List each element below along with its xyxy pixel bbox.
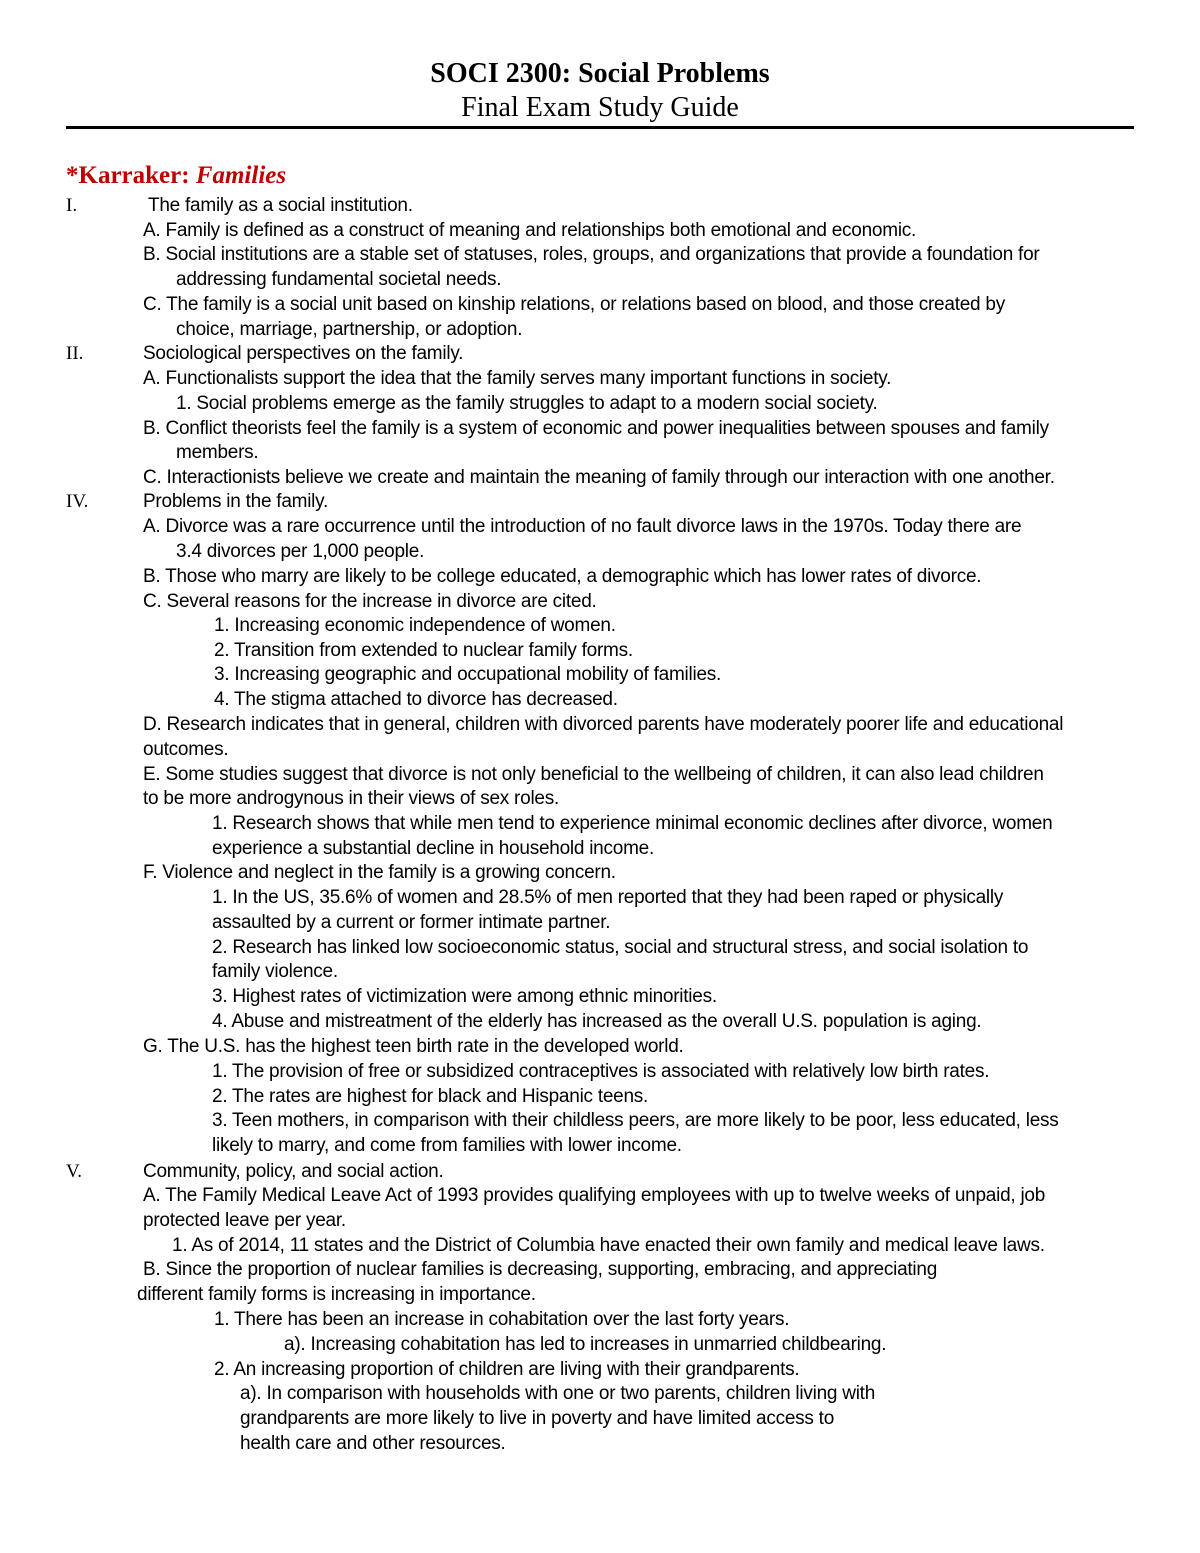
outline-line: 1. There has been an increase in cohabitation over the last forty years. bbox=[214, 1309, 790, 1330]
outline-line: likely to marry, and come from families with lower income. bbox=[212, 1135, 682, 1156]
outline-line: 2. The rates are highest for black and Hispanic teens. bbox=[212, 1086, 649, 1107]
outline-line: E. Some studies suggest that divorce is not only beneficial to the wellbeing of children, it can also lead children bbox=[143, 764, 1044, 785]
outline-line: 3. Increasing geographic and occupational mobility of families. bbox=[214, 664, 722, 685]
outline-line: to be more androgynous in their views of sex roles. bbox=[143, 788, 560, 809]
outline-line: Problems in the family. bbox=[143, 491, 329, 512]
outline-numeral: I. bbox=[66, 195, 78, 216]
outline-numeral: V. bbox=[66, 1161, 83, 1182]
outline-line: C. Interactionists believe we create and maintain the meaning of family through our interaction with one another. bbox=[143, 467, 1055, 488]
outline-line: family violence. bbox=[212, 961, 338, 982]
outline-line: A. Functionalists support the idea that the family serves many important functions in society. bbox=[143, 368, 892, 389]
outline-line: assaulted by a current or former intimate partner. bbox=[212, 912, 611, 933]
outline-line: 1. Research shows that while men tend to experience minimal economic declines after divorce, women bbox=[212, 813, 1053, 834]
outline-line: B. Those who marry are likely to be college educated, a demographic which has lower rates of divorce. bbox=[143, 566, 982, 587]
outline-line: F. Violence and neglect in the family is a growing concern. bbox=[143, 862, 616, 883]
outline-line: 1. As of 2014, 11 states and the District of Columbia have enacted their own family and medical leave laws. bbox=[172, 1235, 1045, 1256]
outline-line: B. Since the proportion of nuclear families is decreasing, supporting, embracing, and appreciating bbox=[143, 1259, 938, 1280]
outline-line: experience a substantial decline in household income. bbox=[212, 838, 654, 859]
outline-line: 1. The provision of free or subsidized contraceptives is associated with relatively low birth rates. bbox=[212, 1061, 990, 1082]
outline-numeral: IV. bbox=[66, 491, 89, 512]
document-subtitle: Final Exam Study Guide bbox=[461, 92, 739, 123]
outline-line: 2. Research has linked low socioeconomic status, social and structural stress, and social isolation to bbox=[212, 937, 1029, 958]
outline-line: A. Divorce was a rare occurrence until the introduction of no fault divorce laws in the 1970s. Today there are bbox=[143, 516, 1022, 537]
outline-line: D. Research indicates that in general, children with divorced parents have moderately poorer life and educational bbox=[143, 714, 1064, 735]
outline-line: 2. An increasing proportion of children are living with their grandparents. bbox=[214, 1359, 800, 1380]
outline-line: 3. Teen mothers, in comparison with their childless peers, are more likely to be poor, less educated, less bbox=[212, 1110, 1059, 1131]
outline-line: 4. Abuse and mistreatment of the elderly has increased as the overall U.S. population is aging. bbox=[212, 1011, 982, 1032]
outline-line: A. Family is defined as a construct of meaning and relationships both emotional and economic. bbox=[143, 220, 917, 241]
outline-line: 1. Social problems emerge as the family struggles to adapt to a modern social society. bbox=[176, 393, 878, 414]
section-heading-topic: Families bbox=[195, 162, 287, 189]
outline-line: a). Increasing cohabitation has led to increases in unmarried childbearing. bbox=[284, 1334, 887, 1355]
outline-line: B. Conflict theorists feel the family is a system of economic and power inequalities between spouses and family bbox=[143, 418, 1049, 439]
outline-line: The family as a social institution. bbox=[148, 195, 413, 216]
outline-line: choice, marriage, partnership, or adoption. bbox=[176, 319, 523, 340]
outline-line: A. The Family Medical Leave Act of 1993 provides qualifying employees with up to twelve weeks of unpaid, job bbox=[143, 1185, 1046, 1206]
outline-line: 3.4 divorces per 1,000 people. bbox=[176, 541, 425, 562]
document-title: SOCI 2300: Social Problems bbox=[430, 58, 770, 89]
outline-line: different family forms is increasing in importance. bbox=[137, 1284, 536, 1305]
outline-line: 1. Increasing economic independence of women. bbox=[214, 615, 616, 636]
outline-line: outcomes. bbox=[143, 739, 229, 760]
outline-line: C. The family is a social unit based on kinship relations, or relations based on blood, and those created by bbox=[143, 294, 1005, 315]
outline-line: 1. In the US, 35.6% of women and 28.5% of men reported that they had been raped or physically bbox=[212, 887, 1004, 908]
outline-line: B. Social institutions are a stable set of statuses, roles, groups, and organizations that provide a foundation for bbox=[143, 244, 1040, 265]
outline-line: 2. Transition from extended to nuclear family forms. bbox=[214, 640, 633, 661]
outline-line: grandparents are more likely to live in poverty and have limited access to bbox=[240, 1408, 835, 1429]
section-heading bbox=[66, 160, 286, 192]
section-heading-prefix: *Karraker: bbox=[66, 162, 196, 189]
outline-line: addressing fundamental societal needs. bbox=[176, 269, 502, 290]
outline-line: 3. Highest rates of victimization were among ethnic minorities. bbox=[212, 986, 717, 1007]
outline-line: a). In comparison with households with one or two parents, children living with bbox=[240, 1383, 876, 1404]
outline-numeral: II. bbox=[66, 343, 84, 364]
outline-line: health care and other resources. bbox=[240, 1433, 506, 1454]
outline-line: C. Several reasons for the increase in divorce are cited. bbox=[143, 591, 597, 612]
outline-line: members. bbox=[176, 442, 259, 463]
outline-line: Community, policy, and social action. bbox=[143, 1161, 444, 1182]
outline-line: Sociological perspectives on the family. bbox=[143, 343, 464, 364]
outline-line: G. The U.S. has the highest teen birth rate in the developed world. bbox=[143, 1036, 684, 1057]
outline-line: protected leave per year. bbox=[143, 1210, 346, 1231]
title-rule bbox=[66, 126, 1134, 129]
outline-line: 4. The stigma attached to divorce has decreased. bbox=[214, 689, 618, 710]
